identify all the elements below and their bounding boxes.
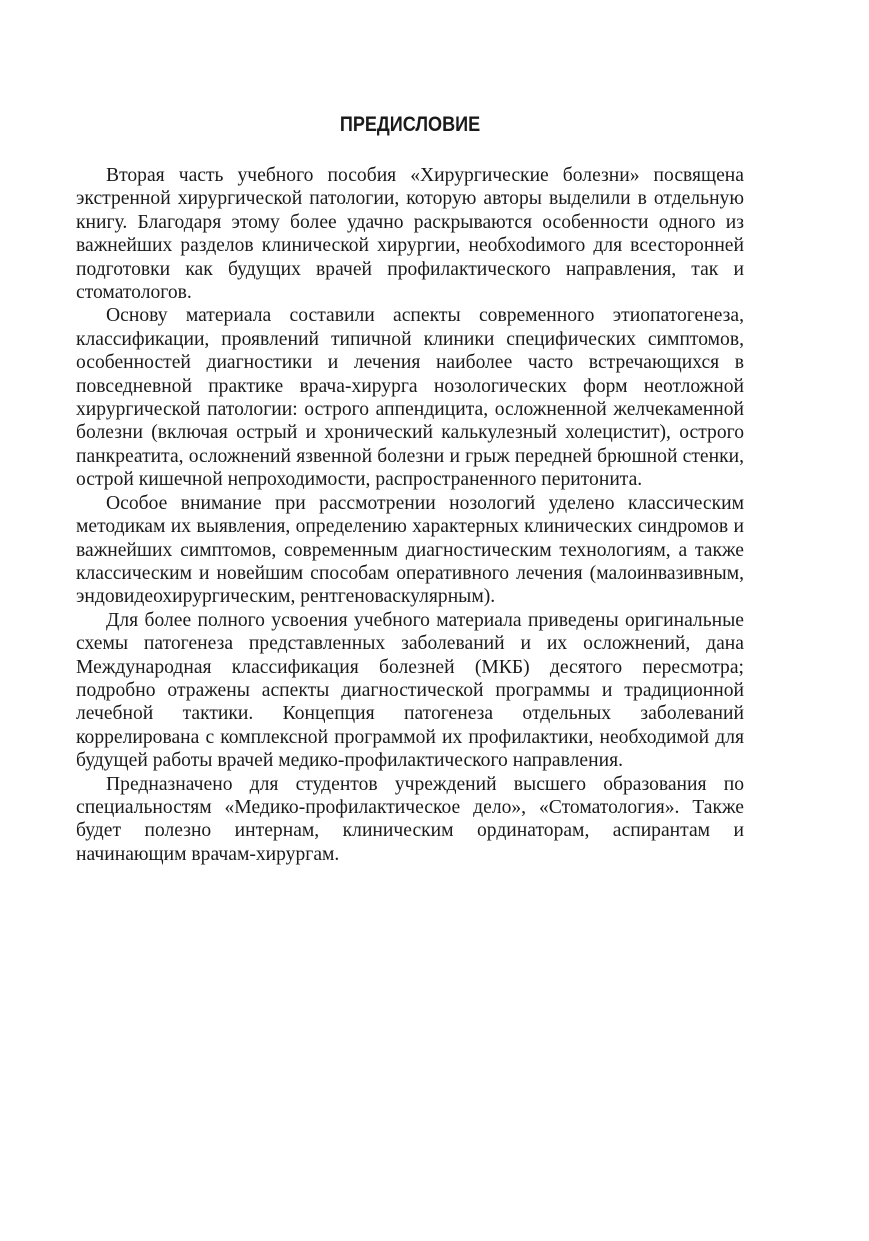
preface-body <box>76 164 744 866</box>
paragraph-4: Для более полного усвоения учебного материала приведены оригинальные схемы патогенеза представленных заболеваний и их осложнений, дана Международная классификация болезней (МКБ) десятого пересмотра; подробно отражены аспекты диагностической программы и традиционной лечебной тактики. Концепция патогенеза отдельных заболеваний коррелирована с комплексной программой их профилактики, необходимой для будущей работы врачей медико-профилактического направления. <box>76 609 744 772</box>
page-title: ПРЕДИСЛОВИЕ <box>339 113 481 136</box>
paragraph-2: Основу материала составили аспекты современного этиопатогенеза, классификации, проявлений типичной клиники специфических симптомов, особенностей диагностики и лечения наиболее часто встречающихся в повседневной практике врача-хирурга нозологических форм неотложной хирургической патологии: острого аппендицита, осложненной желчекаменной болезни (включая острый и хронический калькулезный холецистит), острого панкреатита, осложнений язвенной болезни и грыж передней брюшной стенки, острой кишечной непроходимости, распространенного перитонита. <box>76 305 744 491</box>
paragraph-1: Вторая часть учебного пособия «Хирургические болезни» посвящена экстренной хирургической патологии, которую авторы выделили в отдельную книгу. Благодаря этому более удачно раскрываются особенности одного из важнейших разделов клинической хирургии, необхоdимого для всесторонней подготовки как будущих врачей профилактического направления, так и стоматологов. <box>76 165 744 304</box>
paragraph-5: Предназначено для студентов учреждений высшего образования по специальностям «Медико-профилактическое дело», «Стоматология». Также будет полезно интернам, клиническим ординаторам, аспирантам и начинающим врачам-хирургам. <box>76 773 744 865</box>
paragraph-3: Особое внимание при рассмотрении нозологий уделено классическим методикам их выявления, определению характерных клинических синдромов и важнейших симптомов, современным диагностическим технологиям, а также классическим и новейшим способам оперативного лечения (малоинвазивным, эндовидеохирургическим, рентгеноваскулярным). <box>76 492 744 608</box>
document-page <box>76 0 744 866</box>
